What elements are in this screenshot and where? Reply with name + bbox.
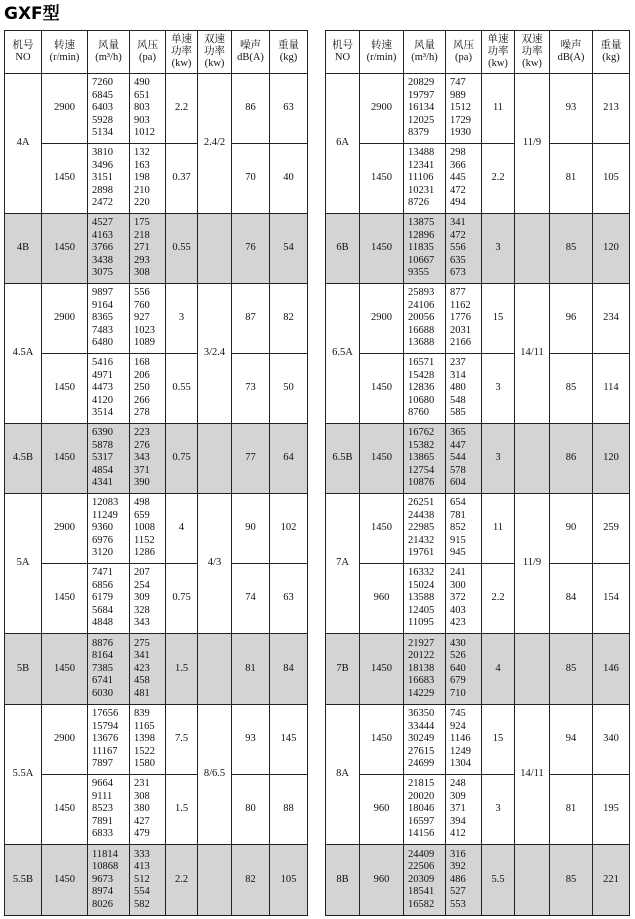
airflow-cell: 8876 8164 7385 6741 6030	[88, 634, 130, 705]
weight-cell: 114	[593, 354, 630, 424]
weight-cell: 195	[593, 775, 630, 845]
dual-power-cell: 4/3	[198, 494, 232, 634]
power-cell: 15	[482, 705, 515, 775]
table-row	[5, 214, 308, 284]
header-airflow: 风量 (m³/h)	[404, 31, 446, 74]
power-cell: 0.55	[166, 214, 198, 284]
dual-power-cell	[515, 214, 550, 284]
dual-power-cell	[515, 845, 550, 916]
power-cell: 3	[166, 284, 198, 354]
header-model: 机号 NO	[326, 31, 360, 74]
table-row	[326, 564, 630, 634]
header-weight: 重量 (kg)	[593, 31, 630, 74]
speed-cell: 1450	[360, 144, 404, 214]
power-cell: 15	[482, 284, 515, 354]
power-cell: 11	[482, 494, 515, 564]
weight-cell: 88	[270, 775, 308, 845]
airflow-cell: 3810 3496 3151 2898 2472	[88, 144, 130, 214]
table-row	[326, 144, 630, 214]
model-cell: 5B	[5, 634, 42, 705]
weight-cell: 40	[270, 144, 308, 214]
header-speed: 转速 (r/min)	[360, 31, 404, 74]
noise-cell: 90	[550, 494, 593, 564]
weight-cell: 50	[270, 354, 308, 424]
airflow-cell: 24409 22506 20309 18541 16582	[404, 845, 446, 916]
airflow-cell: 21927 20122 18138 16683 14229	[404, 634, 446, 705]
noise-cell: 77	[232, 424, 270, 494]
pressure-cell: 839 1165 1398 1522 1580	[130, 705, 166, 775]
noise-cell: 76	[232, 214, 270, 284]
speed-cell: 1450	[360, 705, 404, 775]
model-cell: 6.5A	[326, 284, 360, 424]
pressure-cell: 231 308 380 427 479	[130, 775, 166, 845]
header-weight: 重量 (kg)	[270, 31, 308, 74]
model-cell: 8A	[326, 705, 360, 845]
noise-cell: 81	[232, 634, 270, 705]
airflow-cell: 17656 15794 13676 11167 7897	[88, 705, 130, 775]
airflow-cell: 6390 5878 5317 4854 4341	[88, 424, 130, 494]
airflow-cell: 21815 20020 18046 16597 14156	[404, 775, 446, 845]
airflow-cell: 25893 24106 20056 16688 13688	[404, 284, 446, 354]
pressure-cell: 275 341 423 458 481	[130, 634, 166, 705]
noise-cell: 81	[550, 144, 593, 214]
speed-cell: 1450	[42, 564, 88, 634]
weight-cell: 213	[593, 74, 630, 144]
header-airflow: 风量 (m³/h)	[88, 31, 130, 74]
table-row	[326, 845, 630, 916]
airflow-cell: 16762 15382 13865 12754 10876	[404, 424, 446, 494]
table-row	[326, 214, 630, 284]
power-cell: 2.2	[166, 74, 198, 144]
weight-cell: 105	[270, 845, 308, 916]
dual-power-cell: 3/2.4	[198, 284, 232, 424]
power-cell: 2.2	[166, 845, 198, 916]
noise-cell: 85	[550, 354, 593, 424]
header-speed: 转速 (r/min)	[42, 31, 88, 74]
noise-cell: 85	[550, 845, 593, 916]
speed-cell: 2900	[42, 284, 88, 354]
speed-cell: 2900	[42, 74, 88, 144]
power-cell: 5.5	[482, 845, 515, 916]
dual-power-cell	[198, 424, 232, 494]
model-cell: 8B	[326, 845, 360, 916]
dual-power-cell	[198, 634, 232, 705]
weight-cell: 145	[270, 705, 308, 775]
airflow-cell: 4527 4163 3766 3438 3075	[88, 214, 130, 284]
model-cell: 4A	[5, 74, 42, 214]
weight-cell: 259	[593, 494, 630, 564]
header-power-single: 单速 功率 (kw)	[482, 31, 515, 74]
pressure-cell: 333 413 512 554 582	[130, 845, 166, 916]
model-cell: 6A	[326, 74, 360, 214]
header-noise: 噪声 dB(A)	[232, 31, 270, 74]
weight-cell: 146	[593, 634, 630, 705]
weight-cell: 120	[593, 424, 630, 494]
table-row	[5, 74, 308, 144]
airflow-cell: 9897 9164 8365 7483 6480	[88, 284, 130, 354]
power-cell: 3	[482, 775, 515, 845]
airflow-cell: 36350 33444 30249 27615 24699	[404, 705, 446, 775]
weight-cell: 63	[270, 74, 308, 144]
airflow-cell: 12083 11249 9360 6976 3120	[88, 494, 130, 564]
model-cell: 7A	[326, 494, 360, 634]
speed-cell: 2900	[42, 494, 88, 564]
weight-cell: 64	[270, 424, 308, 494]
model-cell: 6.5B	[326, 424, 360, 494]
table-row	[5, 424, 308, 494]
speed-cell: 1450	[42, 354, 88, 424]
noise-cell: 93	[550, 74, 593, 144]
speed-cell: 960	[360, 775, 404, 845]
speed-cell: 1450	[42, 634, 88, 705]
weight-cell: 63	[270, 564, 308, 634]
model-cell: 5A	[5, 494, 42, 634]
model-cell: 5.5B	[5, 845, 42, 916]
speed-cell: 1450	[360, 424, 404, 494]
speed-cell: 1450	[360, 494, 404, 564]
noise-cell: 84	[550, 564, 593, 634]
model-cell: 5.5A	[5, 705, 42, 845]
power-cell: 0.75	[166, 564, 198, 634]
noise-cell: 74	[232, 564, 270, 634]
speed-cell: 1450	[360, 634, 404, 705]
airflow-cell: 16332 15024 13588 12405 11095	[404, 564, 446, 634]
page-title: GXF型	[4, 4, 60, 24]
weight-cell: 154	[593, 564, 630, 634]
dual-power-cell	[198, 845, 232, 916]
model-cell: 6B	[326, 214, 360, 284]
pressure-cell: 430 526 640 679 710	[446, 634, 482, 705]
header-row	[5, 31, 308, 74]
noise-cell: 80	[232, 775, 270, 845]
pressure-cell: 877 1162 1776 2031 2166	[446, 284, 482, 354]
table-row	[5, 845, 308, 916]
header-noise: 噪声 dB(A)	[550, 31, 593, 74]
airflow-cell: 5416 4971 4473 4120 3514	[88, 354, 130, 424]
dual-power-cell: 11/9	[515, 74, 550, 214]
power-cell: 1.5	[166, 634, 198, 705]
dual-power-cell	[515, 634, 550, 705]
noise-cell: 86	[550, 424, 593, 494]
power-cell: 0.55	[166, 354, 198, 424]
table-row	[5, 634, 308, 705]
weight-cell: 84	[270, 634, 308, 705]
speed-cell: 1450	[360, 354, 404, 424]
table-row	[326, 424, 630, 494]
table-row	[5, 775, 308, 845]
table-row	[326, 74, 630, 144]
dual-power-cell	[515, 424, 550, 494]
table-row	[326, 494, 630, 564]
pressure-cell: 298 366 445 472 494	[446, 144, 482, 214]
weight-cell: 102	[270, 494, 308, 564]
noise-cell: 90	[232, 494, 270, 564]
power-cell: 7.5	[166, 705, 198, 775]
pressure-cell: 241 300 372 403 423	[446, 564, 482, 634]
airflow-cell: 9664 9111 8523 7891 6833	[88, 775, 130, 845]
noise-cell: 85	[550, 634, 593, 705]
weight-cell: 82	[270, 284, 308, 354]
weight-cell: 234	[593, 284, 630, 354]
header-power-single: 单速 功率 (kw)	[166, 31, 198, 74]
noise-cell: 70	[232, 144, 270, 214]
speed-cell: 2900	[42, 705, 88, 775]
airflow-cell: 13488 12341 11106 10231 8726	[404, 144, 446, 214]
power-cell: 0.75	[166, 424, 198, 494]
header-model: 机号 NO	[5, 31, 42, 74]
model-cell: 7B	[326, 634, 360, 705]
airflow-cell: 26251 24438 22985 21432 19761	[404, 494, 446, 564]
header-power-dual: 双速 功率 (kw)	[515, 31, 550, 74]
power-cell: 2.2	[482, 564, 515, 634]
pressure-cell: 654 781 852 915 945	[446, 494, 482, 564]
model-cell: 4.5A	[5, 284, 42, 424]
table-row	[5, 494, 308, 564]
weight-cell: 105	[593, 144, 630, 214]
speed-cell: 1450	[42, 845, 88, 916]
speed-cell: 2900	[360, 74, 404, 144]
power-cell: 3	[482, 354, 515, 424]
noise-cell: 93	[232, 705, 270, 775]
power-cell: 4	[482, 634, 515, 705]
pressure-cell: 498 659 1008 1152 1286	[130, 494, 166, 564]
table-row	[5, 144, 308, 214]
pressure-cell: 223 276 343 371 390	[130, 424, 166, 494]
weight-cell: 221	[593, 845, 630, 916]
pressure-cell: 237 314 480 548 585	[446, 354, 482, 424]
dual-power-cell: 14/11	[515, 284, 550, 424]
header-power-dual: 双速 功率 (kw)	[198, 31, 232, 74]
noise-cell: 87	[232, 284, 270, 354]
pressure-cell: 175 218 271 293 308	[130, 214, 166, 284]
weight-cell: 54	[270, 214, 308, 284]
noise-cell: 73	[232, 354, 270, 424]
weight-cell: 340	[593, 705, 630, 775]
table-row	[326, 634, 630, 705]
noise-cell: 94	[550, 705, 593, 775]
speed-cell: 1450	[360, 214, 404, 284]
noise-cell: 96	[550, 284, 593, 354]
table-row	[5, 564, 308, 634]
table-row	[5, 354, 308, 424]
header-pressure: 风压 (pa)	[446, 31, 482, 74]
pressure-cell: 365 447 544 578 604	[446, 424, 482, 494]
dual-power-cell: 2.4/2	[198, 74, 232, 214]
dual-power-cell: 11/9	[515, 494, 550, 634]
noise-cell: 81	[550, 775, 593, 845]
noise-cell: 86	[232, 74, 270, 144]
table-row	[326, 705, 630, 775]
pressure-cell: 132 163 198 210 220	[130, 144, 166, 214]
weight-cell: 120	[593, 214, 630, 284]
airflow-cell: 7471 6856 6179 5684 4848	[88, 564, 130, 634]
table-row	[326, 775, 630, 845]
dual-power-cell: 8/6.5	[198, 705, 232, 845]
power-cell: 11	[482, 74, 515, 144]
model-cell: 4B	[5, 214, 42, 284]
pressure-cell: 168 206 250 266 278	[130, 354, 166, 424]
airflow-cell: 20829 19797 16134 12025 8379	[404, 74, 446, 144]
pressure-cell: 248 309 371 394 412	[446, 775, 482, 845]
pressure-cell: 747 989 1512 1729 1930	[446, 74, 482, 144]
header-row	[326, 31, 630, 74]
speed-cell: 960	[360, 845, 404, 916]
power-cell: 0.37	[166, 144, 198, 214]
power-cell: 2.2	[482, 144, 515, 214]
speed-cell: 1450	[42, 424, 88, 494]
table-row	[326, 354, 630, 424]
table-row	[5, 705, 308, 775]
dual-power-cell: 14/11	[515, 705, 550, 845]
airflow-cell: 11814 10868 9673 8974 8026	[88, 845, 130, 916]
speed-cell: 1450	[42, 214, 88, 284]
pressure-cell: 316 392 486 527 553	[446, 845, 482, 916]
pressure-cell: 341 472 556 635 673	[446, 214, 482, 284]
dual-power-cell	[198, 214, 232, 284]
pressure-cell: 207 254 309 328 343	[130, 564, 166, 634]
noise-cell: 85	[550, 214, 593, 284]
pressure-cell: 556 760 927 1023 1089	[130, 284, 166, 354]
table-row	[326, 284, 630, 354]
spec-table-left	[4, 30, 308, 916]
power-cell: 1.5	[166, 775, 198, 845]
noise-cell: 82	[232, 845, 270, 916]
table-row	[5, 284, 308, 354]
airflow-cell: 16571 15428 12836 10680 8760	[404, 354, 446, 424]
pressure-cell: 745 924 1146 1249 1304	[446, 705, 482, 775]
speed-cell: 960	[360, 564, 404, 634]
speed-cell: 1450	[42, 775, 88, 845]
model-cell: 4.5B	[5, 424, 42, 494]
power-cell: 3	[482, 214, 515, 284]
power-cell: 4	[166, 494, 198, 564]
spec-table-right	[325, 30, 630, 916]
speed-cell: 2900	[360, 284, 404, 354]
speed-cell: 1450	[42, 144, 88, 214]
airflow-cell: 13875 12896 11835 10667 9355	[404, 214, 446, 284]
pressure-cell: 490 651 803 903 1012	[130, 74, 166, 144]
airflow-cell: 7260 6845 6403 5928 5134	[88, 74, 130, 144]
header-pressure: 风压 (pa)	[130, 31, 166, 74]
power-cell: 3	[482, 424, 515, 494]
